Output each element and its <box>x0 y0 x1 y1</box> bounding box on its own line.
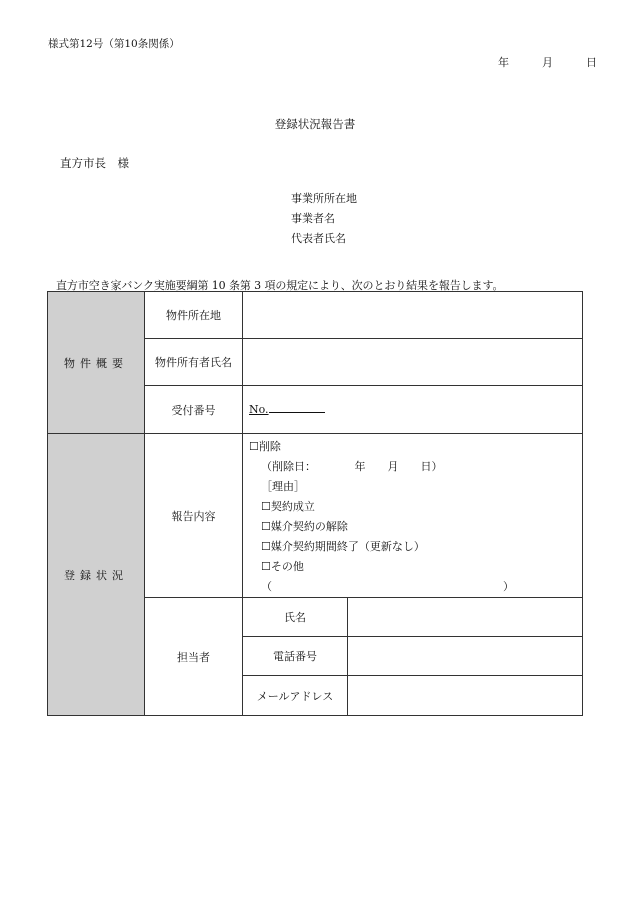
contact-name-label: 氏名 <box>243 598 348 637</box>
contact-email-label: メールアドレス <box>243 676 348 716</box>
contact-phone-label: 電話番号 <box>243 637 348 676</box>
mediation-cancel-checkbox[interactable]: ☐媒介契約の解除 <box>261 520 348 533</box>
contact-name-field[interactable] <box>348 598 583 637</box>
contact-email-field[interactable] <box>348 676 583 716</box>
other-reason-parentheses: （ ） <box>261 580 514 593</box>
receipt-number-label: 受付番号 <box>145 386 243 434</box>
deletion-checkbox[interactable]: ☐削除 <box>249 440 281 453</box>
date-day: 日 <box>586 56 597 69</box>
receipt-number-field[interactable] <box>243 386 583 434</box>
business-name-label: 事業者名 <box>291 212 335 225</box>
receipt-number-blank <box>269 411 325 413</box>
property-location-label: 物件所在地 <box>145 292 243 339</box>
contract-concluded-checkbox[interactable]: ☐契約成立 <box>261 500 315 513</box>
registration-category: 登録状況 <box>48 434 145 716</box>
date-year: 年 <box>498 56 509 69</box>
property-location-field[interactable] <box>243 292 583 339</box>
addressee: 直方市長 様 <box>60 156 129 170</box>
contact-person-label: 担当者 <box>145 598 243 716</box>
date-month: 月 <box>542 56 553 69</box>
office-address-label: 事業所所在地 <box>291 192 357 205</box>
report-content-cell <box>243 434 583 598</box>
receipt-number-prefix: No. <box>249 403 269 416</box>
intro-text: 直方市空き家バンク実施要綱第 10 条第 3 項の規定により、次のとおり結果を報告します。 <box>56 279 504 292</box>
date-line <box>498 54 597 70</box>
property-category: 物件概要 <box>48 292 145 434</box>
form-number: 様式第12号（第10条関係） <box>48 38 180 50</box>
mediation-expired-checkbox[interactable]: ☐媒介契約期間終了（更新なし） <box>261 540 425 553</box>
reason-heading: ［理由］ <box>261 480 305 493</box>
report-table <box>47 291 583 716</box>
report-content-label: 報告内容 <box>145 434 243 598</box>
owner-name-label: 物件所有者氏名 <box>145 339 243 386</box>
deletion-date: （削除日： 年 月 日） <box>261 460 443 473</box>
contact-phone-field[interactable] <box>348 637 583 676</box>
representative-label: 代表者氏名 <box>291 232 346 245</box>
other-checkbox[interactable]: ☐その他 <box>261 560 304 573</box>
document-title: 登録状況報告書 <box>274 117 356 131</box>
owner-name-field[interactable] <box>243 339 583 386</box>
